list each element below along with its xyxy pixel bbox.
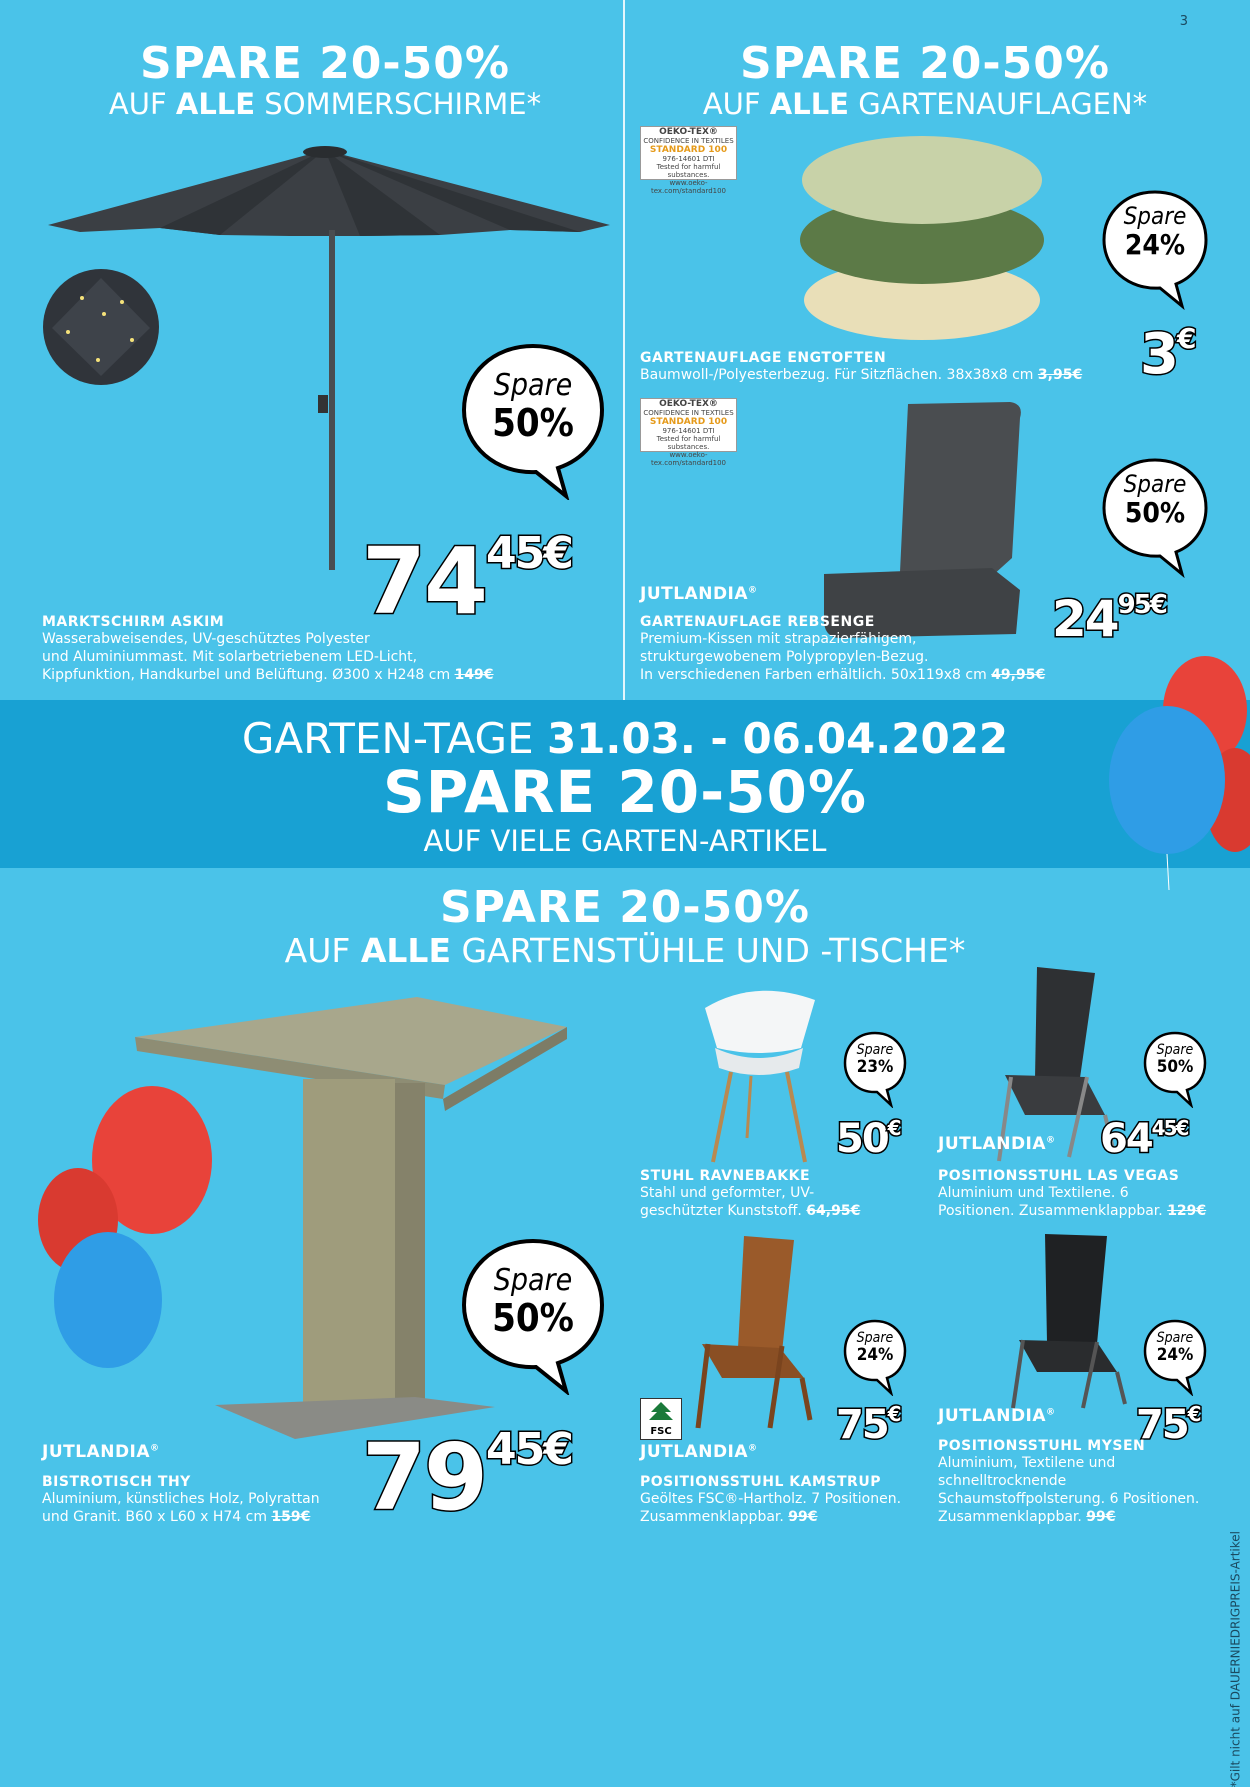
mysen-name: POSITIONSSTUHL MYSEN — [938, 1438, 1146, 1454]
thy-price: 7945€ — [362, 1424, 572, 1531]
cushion-header — [625, 40, 1225, 120]
rebsenge-old-price: 49,95€ — [991, 667, 1046, 683]
ravnebakke-saving-percent: 23% — [856, 1057, 894, 1077]
lasvegas-name: POSITIONSSTUHL LAS VEGAS — [938, 1168, 1180, 1184]
rebsenge-brand: JUTLANDIA® — [640, 584, 758, 604]
furniture-header — [150, 884, 1100, 970]
lasvegas-spare-label: Spare — [1156, 1042, 1194, 1058]
fsc-logo: FSC — [640, 1398, 682, 1440]
lasvegas-saving-bubble — [1142, 1030, 1208, 1108]
banner-headline: SPARE 20-50% — [383, 758, 867, 826]
askim-info — [42, 614, 562, 684]
thy-old-price: 159€ — [271, 1509, 311, 1525]
banner-subline: AUF VIELE GARTEN-ARTIKEL — [423, 824, 827, 858]
lasvegas-desc-2: Positionen. Zusammenklappbar. 129€ — [938, 1203, 1207, 1219]
mysen-saving-percent: 24% — [1156, 1345, 1194, 1365]
mysen-desc-2: schnelltrocknende — [938, 1473, 1067, 1489]
kamstrup-desc-1: Geöltes FSC®-Hartholz. 7 Positionen. — [640, 1491, 902, 1507]
kamstrup-info — [640, 1474, 930, 1526]
mysen-info — [938, 1438, 1208, 1526]
askim-spare-label: Spare — [493, 368, 573, 403]
kamstrup-name: POSITIONSSTUHL KAMSTRUP — [640, 1474, 881, 1490]
ravnebakke-name: STUHL RAVNEBAKKE — [640, 1168, 811, 1184]
rebsenge-info — [640, 614, 1060, 684]
thy-desc-1: Aluminium, künstliches Holz, Polyrattan — [42, 1491, 320, 1507]
rebsenge-saving-percent: 50% — [1124, 496, 1186, 529]
ravnebakke-price: 50€ — [836, 1116, 900, 1162]
askim-saving-bubble — [458, 340, 608, 500]
thy-brand: JUTLANDIA® — [42, 1442, 160, 1462]
oekotex-label-1: OEKO-TEX® CONFIDENCE IN TEXTILES STANDARD 100 976-14601 DTI Tested for harmful substances. www.oeko-tex.com/standard100 — [640, 126, 737, 180]
lasvegas-old-price: 129€ — [1167, 1203, 1207, 1219]
lasvegas-saving-percent: 50% — [1156, 1057, 1194, 1077]
mysen-brand: JUTLANDIA® — [938, 1406, 1056, 1426]
ravnebakke-spare-label: Spare — [856, 1042, 894, 1058]
askim-price: 7445€ — [362, 528, 572, 635]
mysen-image — [1005, 1232, 1135, 1412]
page-number: 3 — [1179, 14, 1188, 29]
umbrella-header — [20, 40, 630, 120]
ravnebakke-desc-1: Stahl und geformter, UV- — [640, 1185, 815, 1201]
engtoften-name: GARTENAUFLAGE ENGTOFTEN — [640, 350, 887, 366]
askim-desc-3: Kippfunktion, Handkurbel und Belüftung. Ø300 x H248 cm 149€ — [42, 667, 494, 683]
engtoften-saving-bubble — [1100, 188, 1210, 310]
kamstrup-desc-2: Zusammenklappbar. 99€ — [640, 1509, 818, 1525]
engtoften-saving-percent: 24% — [1124, 228, 1186, 261]
furniture-headline: SPARE 20-50% — [439, 882, 810, 933]
footnote: *Gilt nicht auf DAUERNIEDRIGPREIS-Artikel — [1228, 1531, 1242, 1787]
engtoften-spare-label: Spare — [1123, 202, 1187, 230]
kamstrup-price: 75€ — [836, 1402, 900, 1448]
kamstrup-saving-bubble — [842, 1318, 908, 1396]
thy-info — [42, 1474, 362, 1526]
thy-saving-bubble — [458, 1235, 608, 1395]
ravnebakke-info — [640, 1168, 930, 1220]
engtoften-price: 3€ — [1140, 322, 1195, 387]
umbrella-headline: SPARE 20-50% — [139, 38, 510, 89]
ravnebakke-image — [695, 978, 825, 1166]
askim-name: MARKTSCHIRM ASKIM — [42, 614, 225, 630]
lasvegas-desc-1: Aluminium und Textilene. 6 — [938, 1185, 1129, 1201]
kamstrup-image — [692, 1232, 822, 1432]
kamstrup-spare-label: Spare — [856, 1330, 894, 1346]
rebsenge-image — [820, 398, 1030, 643]
thy-spare-label: Spare — [493, 1263, 573, 1298]
askim-saving-percent: 50% — [492, 401, 574, 445]
rebsenge-price: 2495€ — [1052, 590, 1166, 648]
rebsenge-desc-1: Premium-Kissen mit strapazierfähigem, — [640, 631, 917, 647]
mysen-desc-3: Schaumstoffpolsterung. 6 Positionen. — [938, 1491, 1200, 1507]
askim-old-price: 149€ — [454, 667, 494, 683]
cushion-headline: SPARE 20-50% — [739, 38, 1110, 89]
engtoften-info — [640, 350, 1100, 384]
lasvegas-price: 6445€ — [1100, 1116, 1188, 1162]
rebsenge-desc-2: strukturgewobenem Polypropylen-Bezug. — [640, 649, 929, 665]
mysen-desc-1: Aluminium, Textilene und — [938, 1455, 1116, 1471]
banner-date-line: GARTEN-TAGE 31.03. - 06.04.2022 — [241, 714, 1009, 763]
furniture-subheadline: AUF ALLE GARTENSTÜHLE UND -TISCHE* — [284, 931, 966, 970]
oekotex-label-2: OEKO-TEX® CONFIDENCE IN TEXTILES STANDARD 100 976-14601 DTI Tested for harmful substances. www.oeko-tex.com/standard100 — [640, 398, 737, 452]
kamstrup-old-price: 99€ — [788, 1509, 818, 1525]
rebsenge-spare-label: Spare — [1123, 470, 1187, 498]
lasvegas-info — [938, 1168, 1208, 1220]
ravnebakke-old-price: 64,95€ — [806, 1203, 861, 1219]
promo-banner — [0, 700, 1250, 868]
engtoften-desc: Baumwoll-/Polyesterbezug. Für Sitzflächen. 38x38x8 cm 3,95€ — [640, 367, 1083, 383]
thy-name: BISTROTISCH THY — [42, 1474, 191, 1490]
umbrella-detail-image — [42, 268, 160, 386]
ravnebakke-desc-2: geschützter Kunststoff. 64,95€ — [640, 1203, 861, 1219]
mysen-desc-4: Zusammenklappbar. 99€ — [938, 1509, 1116, 1525]
thy-saving-percent: 50% — [492, 1296, 574, 1340]
askim-desc-2: und Aluminiummast. Mit solarbetriebenem LED-Licht, — [42, 649, 418, 665]
askim-desc-1: Wasserabweisendes, UV-geschütztes Polyester — [42, 631, 370, 647]
rebsenge-name: GARTENAUFLAGE REBSENGE — [640, 614, 875, 630]
balloons-right-image — [1095, 650, 1250, 900]
rebsenge-saving-bubble — [1100, 456, 1210, 578]
cushion-subheadline: AUF ALLE GARTENAUFLAGEN* — [702, 87, 1148, 121]
mysen-spare-label: Spare — [1156, 1330, 1194, 1346]
umbrella-subheadline: AUF ALLE SOMMERSCHIRME* — [108, 87, 542, 121]
thy-desc-2: und Granit. B60 x L60 x H74 cm 159€ — [42, 1509, 311, 1525]
mysen-price: 75€ — [1136, 1402, 1200, 1448]
kamstrup-saving-percent: 24% — [856, 1345, 894, 1365]
lasvegas-brand: JUTLANDIA® — [938, 1134, 1056, 1154]
engtoften-old-price: 3,95€ — [1037, 367, 1083, 383]
cushion-stack-image — [790, 130, 1060, 345]
rebsenge-desc-3: In verschiedenen Farben erhältlich. 50x119x8 cm 49,95€ — [640, 667, 1046, 683]
mysen-saving-bubble — [1142, 1318, 1208, 1396]
kamstrup-brand: JUTLANDIA® — [640, 1442, 758, 1462]
mysen-old-price: 99€ — [1086, 1509, 1116, 1525]
ravnebakke-saving-bubble — [842, 1030, 908, 1108]
